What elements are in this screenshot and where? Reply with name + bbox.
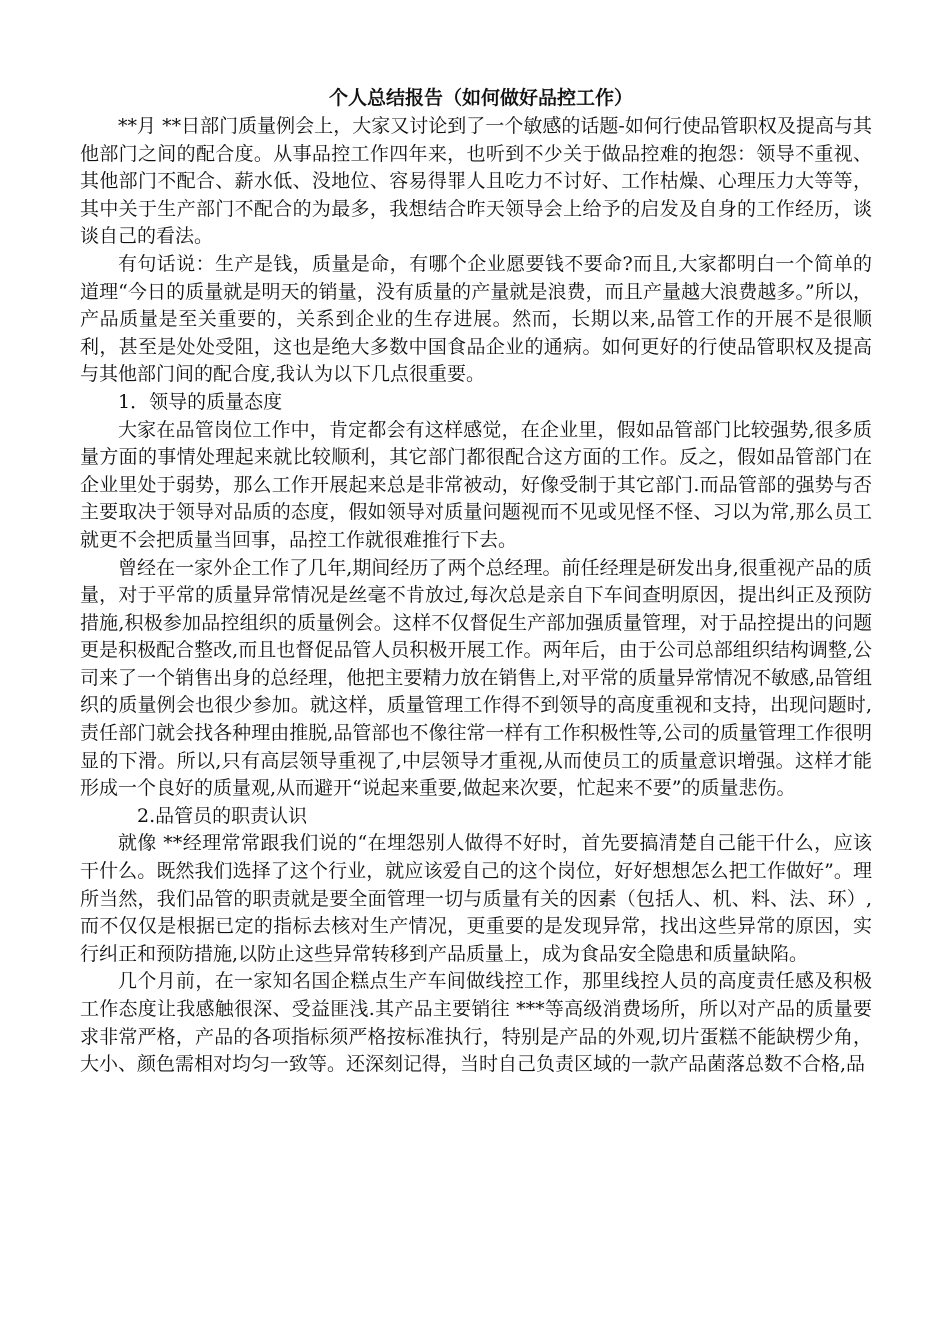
paragraph-manager-quote: 就像 **经理常常跟我们说的“在埋怨别人做得不好时，首先要搞清楚自己能干什么，应该干什么。既然我们选择了这个行业，就应该爱自己的这个岗位，好好想想怎么把工作做好”。理所当然，我们品管的职责就是要全面管理一切与质量有关的因素（包括人、机、料、法、环）,而不仅仅是根据已定的指标去核对生产情况，更重要的是发现异常，找出这些异常的原因，实行纠正和预防措施,以防止这些异常转移到产品质量上，成为食品安全隐患和质量缺陷。 (80, 832, 872, 965)
paragraph-leadership-attitude: 大家在品管岗位工作中，肯定都会有这样感觉，在企业里，假如品管部门比较强势,很多质量方面的事情处理起来就比较顺利，其它部门都很配合这方面的工作。反之，假如品管部门在企业里处于弱势，那么工作开展起来总是非常被动，好像受制于其它部门.而品管部的强势与否主要取决于领导对品质的态度，假如领导对质量问题视而不见或见怪不怪、习以为常,那么员工就更不会把质量当回事，品控工作就很难推行下去。 (80, 418, 872, 551)
paragraph-foreign-company-story: 曾经在一家外企工作了几年,期间经历了两个总经理。前任经理是研发出身,很重视产品的质量，对于平常的质量异常情况是丝毫不肯放过,每次总是亲自下车间查明原因，提出纠正及预防措施,积极参加品控组织的质量例会。这样不仅督促生产部加强质量管理，对于品控提出的问题更是积极配合整改,而且也督促品管人员积极开展工作。两年后，由于公司总部组织结构调整,公司来了一个销售出身的总经理，他把主要精力放在销售上,对平常的质量异常情况不敏感,品管组织的质量例会也很少参加。就这样，质量管理工作得不到领导的高度重视和支持，出现问题时,责任部门就会找各种理由推脱,品管部也不像往常一样有工作积极性等,公司的质量管理工作很明显的下滑。所以,只有高层领导重视了,中层领导才重视,从而使员工的质量意识增强。这样才能形成一个良好的质量观,从而避开“说起来重要,做起来次要，忙起来不要”的质量悲伤。 (80, 556, 872, 800)
section-heading-leadership: 1．领导的质量态度 (118, 390, 283, 413)
document-title: 个人总结报告（如何做好品控工作） (328, 87, 633, 109)
section-heading-responsibility: 2.品管员的职责认识 (137, 804, 308, 827)
paragraph-state-enterprise-story: 几个月前，在一家知名国企糕点生产车间做线控工作，那里线控人员的高度责任感及积极工作态度让我感触很深、受益匪浅.其产品主要销往 ***等高级消费场所，所以对产品的质量要求非常严格，产品的各项指标须严格按标准执行，特别是产品的外观,切片蛋糕不能缺楞少角，大小、颜色需相对均匀一致等。还深刻记得，当时自己负责区域的一款产品菌落总数不合格,品 (80, 970, 872, 1076)
paragraph-quality-importance: 有句话说：生产是钱，质量是命，有哪个企业愿要钱不要命?而且,大家都明白一个简单的道理“今日的质量就是明天的销量，没有质量的产量就是浪费，而且产量越大浪费越多。”所以，产品质量是至关重要的，关系到企业的生存进展。然而，长期以来,品管工作的开展不是很顺利，甚至是处处受阻，这也是绝大多数中国食品企业的通病。如何更好的行使品管职权及提高与其他部门间的配合度,我认为以下几点很重要。 (80, 252, 872, 386)
document-page (80, 84, 872, 1079)
paragraph-intro: **月 **日部门质量例会上，大家又讨论到了一个敏感的话题-如何行使品管职权及提高与其他部门之间的配合度。从事品控工作四年来，也听到不少关于做品控难的抱怨：领导不重视、其他部门不配合、薪水低、没地位、容易得罪人且吃力不讨好、工作枯燥、心理压力大等等，其中关于生产部门不配合的为最多，我想结合昨天领导会上给予的启发及自身的工作经历，谈谈自己的看法。 (80, 115, 872, 248)
